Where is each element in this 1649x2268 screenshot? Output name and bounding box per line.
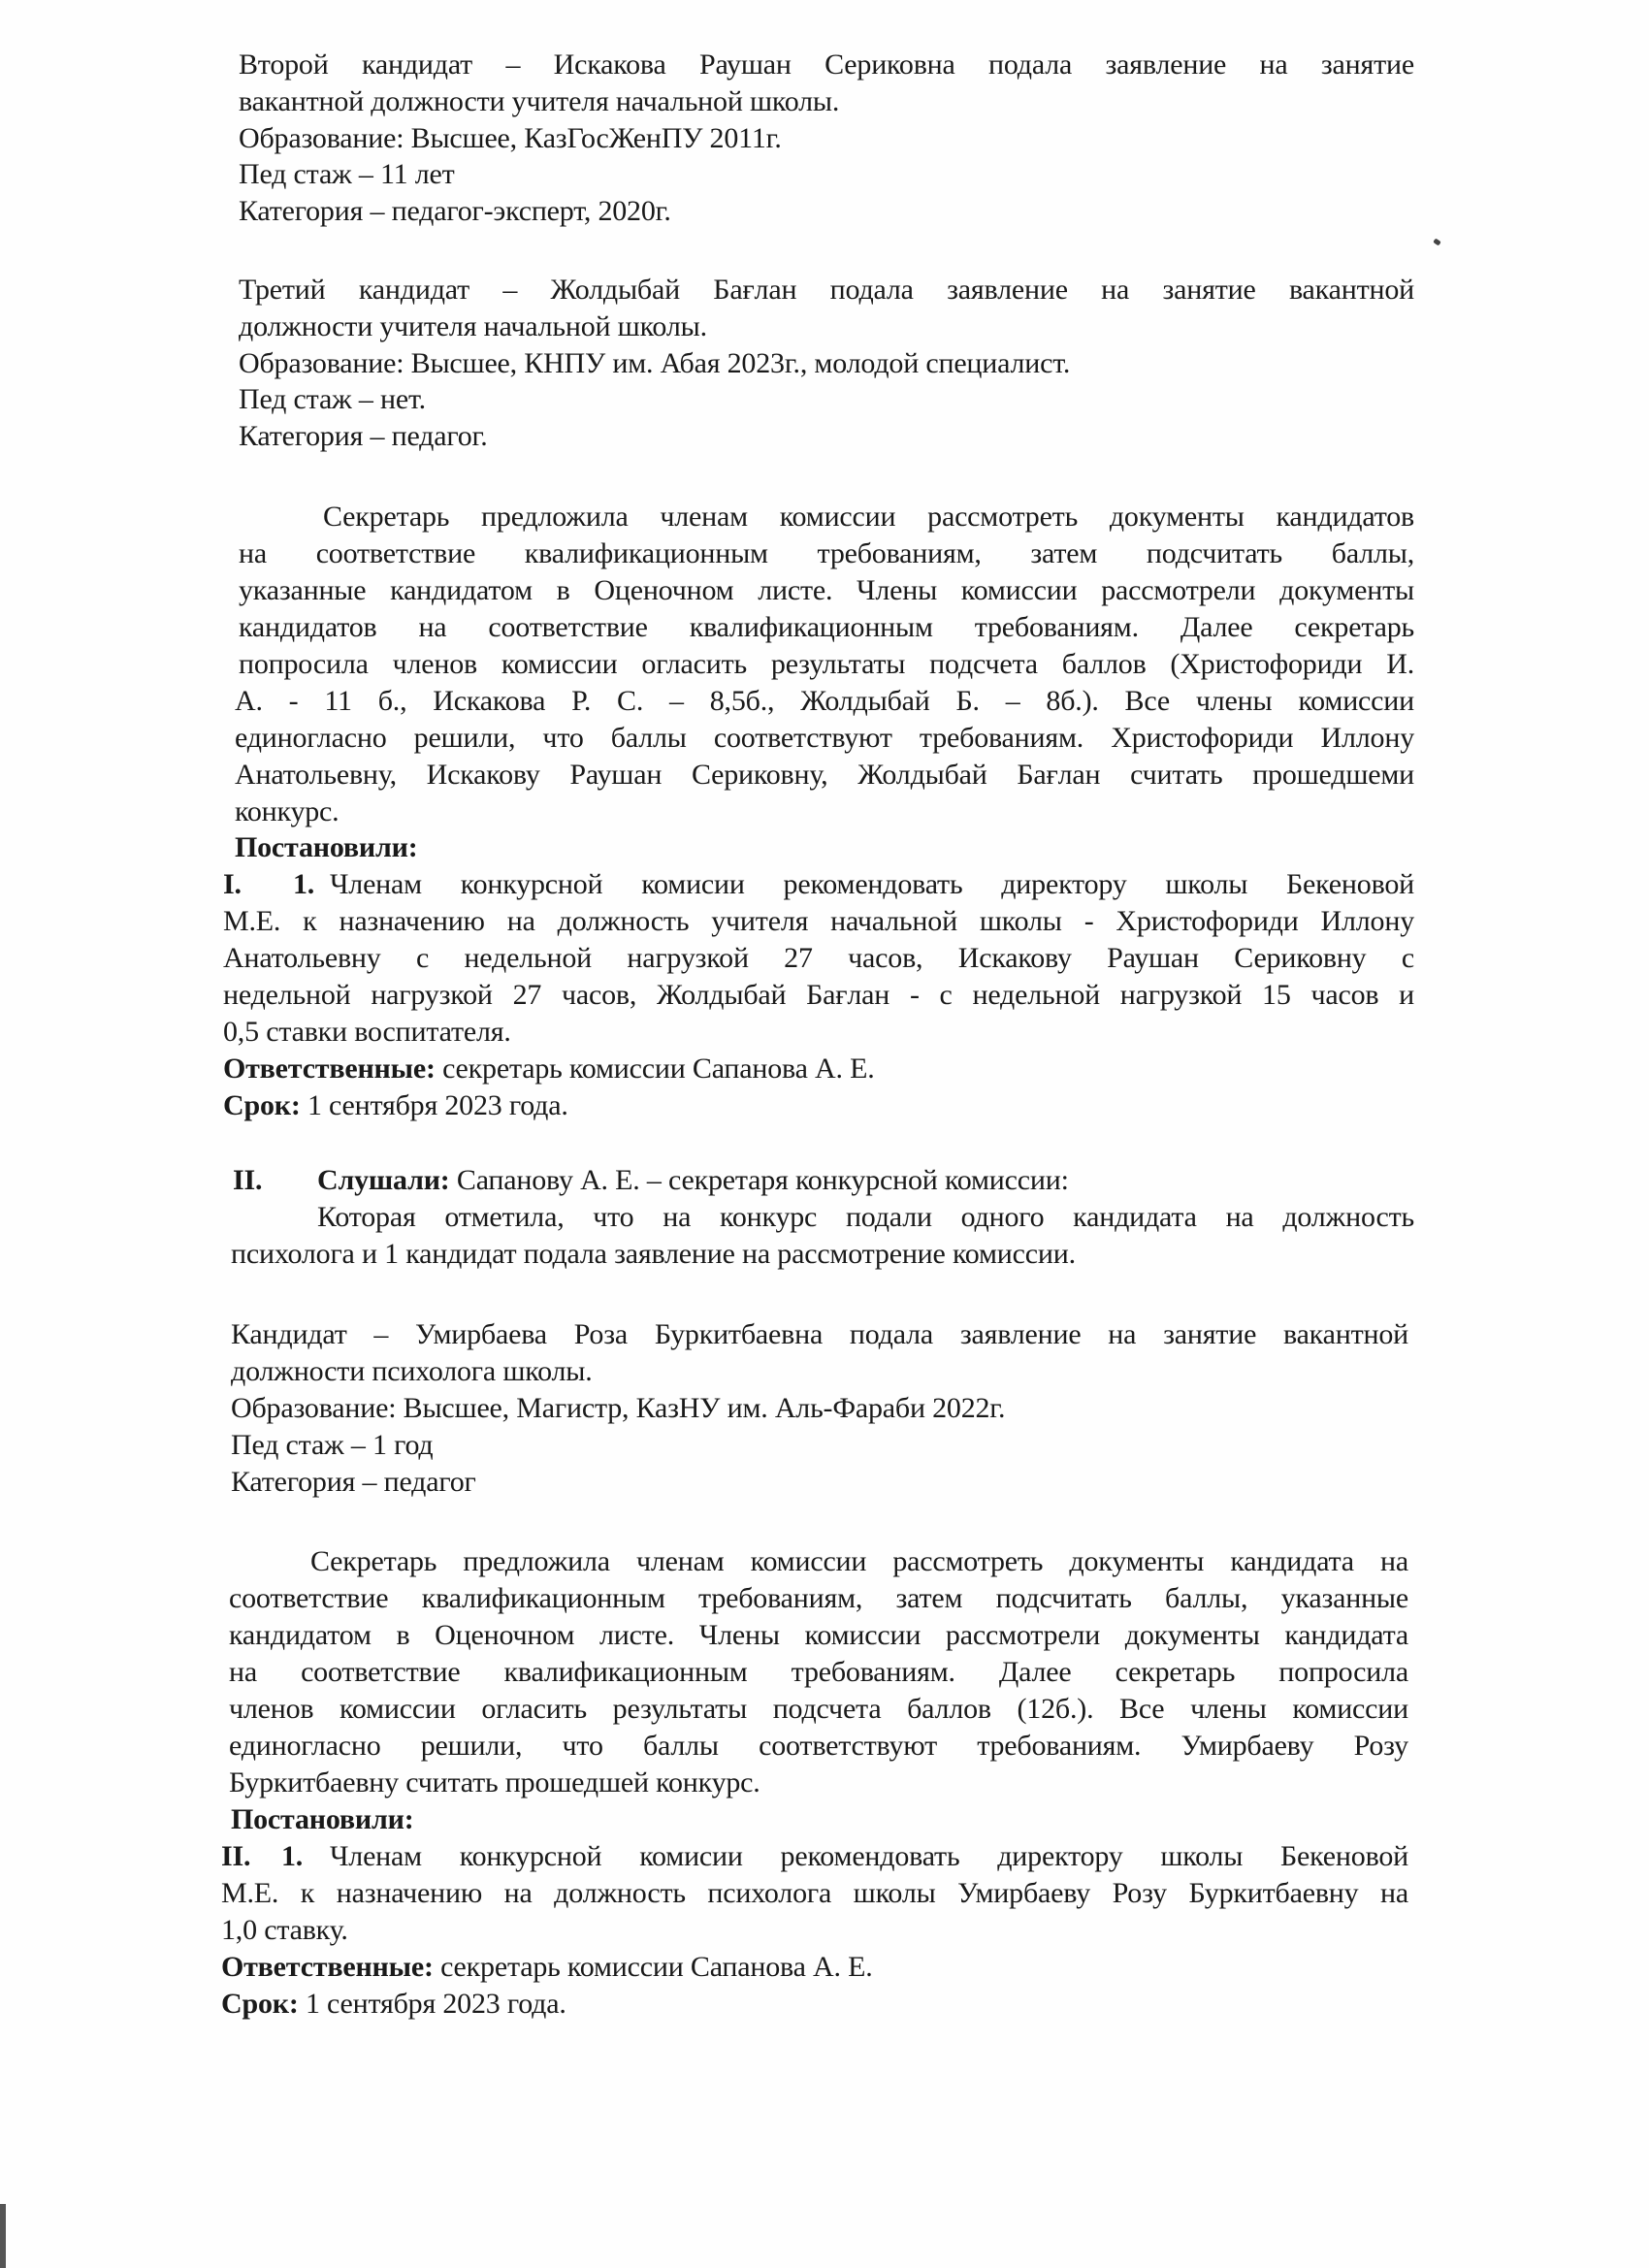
section-2-heard: Слушали: Сапанову А. Е. – секретаря конкурсной комиссии: [317,1164,1069,1196]
review-1-line: конкурс. [235,795,340,827]
candidate-4-line-1: Кандидат – Умирбаева Роза Буркитбаевна подала заявление на занятие вакантной [231,1318,1408,1350]
scan-edge-shadow [0,2204,6,2268]
resolution-2-line: М.Е. к назначению на должность психолога школы Умирбаеву Розу Буркитбаевну на [221,1877,1408,1909]
candidate-3-education: Образование: Высшее, КНПУ им. Абая 2023г., молодой специалист. [239,347,1071,379]
review-1-line: на соответствие квалификационным требованиям, затем подсчитать баллы, [239,537,1414,569]
candidate-2-education: Образование: Высшее, КазГосЖенПУ 2011г. [239,122,782,154]
resolution-2-heading: Постановили: [231,1803,414,1835]
candidate-3-experience: Пед стаж – нет. [239,383,426,415]
candidate-4-education: Образование: Высшее, Магистр, КазНУ им. Аль-Фараби 2022г. [231,1392,1006,1424]
candidate-4-line-2: должности психолога школы. [231,1355,593,1387]
candidate-2-category: Категория – педагог-эксперт, 2020г. [239,195,671,227]
candidate-3-line-2: должности учителя начальной школы. [239,310,707,342]
review-1-line: единогласно решили, что баллы соответствуют требованиям. Христофориди Иллону [235,722,1414,754]
resolution-2-deadline: Срок: 1 сентября 2023 года. [221,1988,566,2020]
candidate-4-experience: Пед стаж – 1 год [231,1429,434,1461]
resolution-1-heading: Постановили: [235,831,418,863]
section-2-roman-numeral: II. [233,1164,263,1196]
review-1-line: попросила членов комиссии огласить результаты подсчета баллов (Христофориди И. [239,648,1414,680]
resolution-2-line: 1,0 ставку. [221,1914,348,1946]
candidate-2-line-2: вакантной должности учителя начальной школы. [239,85,840,117]
resolution-1-roman-numeral: I. [223,868,242,900]
section-2-line-1: Которая отметила, что на конкурс подали одного кандидата на должность [317,1201,1414,1233]
section-2-line-2: психолога и 1 кандидат подала заявление на рассмотрение комиссии. [231,1238,1076,1270]
resolution-2-item-number: 1. [281,1840,304,1872]
review-2-line: единогласно решили, что баллы соответствуют требованиям. Умирбаеву Розу [229,1730,1408,1762]
review-2-line: Секретарь предложила членам комиссии рассмотреть документы кандидата на [310,1545,1408,1577]
resolution-2-roman-numeral: II. [221,1840,251,1872]
resolution-1-line: недельной нагрузкой 27 часов, Жолдыбай Бағлан - с недельной нагрузкой 15 часов и [223,979,1414,1011]
resolution-1-item-number: 1. [293,868,315,900]
candidate-2-experience: Пед стаж – 11 лет [239,158,455,190]
review-1-line: Анатольевну, Искакову Раушан Сериковну, Жолдыбай Бағлан считать прошедшеми [235,759,1414,791]
review-2-line: на соответствие квалификационным требованиям. Далее секретарь попросила [229,1656,1408,1688]
review-2-line: кандидатом в Оценочном листе. Члены комиссии рассмотрели документы кандидата [229,1619,1408,1651]
candidate-4-category: Категория – педагог [231,1466,476,1498]
candidate-3-category: Категория – педагог. [239,420,488,452]
resolution-2-line: Членам конкурсной комисии рекомендовать директору школы Бекеновой [330,1840,1408,1872]
review-1-line: Секретарь предложила членам комиссии рассмотреть документы кандидатов [323,501,1414,533]
resolution-1-line: Анатольевну с недельной нагрузкой 27 часов, Искакову Раушан Сериковну с [223,942,1414,974]
review-1-line: А. - 11 б., Искакова Р. С. – 8,5б., Жолдыбай Б. – 8б.). Все члены комиссии [235,685,1414,717]
resolution-2-responsible: Ответственные: секретарь комиссии Сапанова А. Е. [221,1951,873,1983]
resolution-1-line: М.Е. к назначению на должность учителя начальной школы - Христофориди Иллону [223,905,1414,937]
scan-speck [1433,238,1441,245]
candidate-2-line-1: Второй кандидат – Искакова Раушан Сериковна подала заявление на занятие [239,49,1414,81]
review-2-line: Буркитбаевну считать прошедшей конкурс. [229,1766,760,1798]
review-2-line: соответствие квалификационным требованиям, затем подсчитать баллы, указанные [229,1582,1408,1614]
review-1-line: указанные кандидатом в Оценочном листе. Члены комиссии рассмотрели документы [239,574,1414,606]
resolution-1-line: 0,5 ставки воспитателя. [223,1016,511,1048]
resolution-1-line: Членам конкурсной комисии рекомендовать директору школы Бекеновой [330,868,1414,900]
review-2-line: членов комиссии огласить результаты подсчета баллов (12б.). Все члены комиссии [229,1693,1408,1725]
resolution-1-deadline: Срок: 1 сентября 2023 года. [223,1089,568,1121]
review-1-line: кандидатов на соответствие квалификационным требованиям. Далее секретарь [239,611,1414,643]
resolution-1-responsible: Ответственные: секретарь комиссии Сапанова А. Е. [223,1053,875,1085]
candidate-3-line-1: Третий кандидат – Жолдыбай Бағлан подала заявление на занятие вакантной [239,274,1414,306]
